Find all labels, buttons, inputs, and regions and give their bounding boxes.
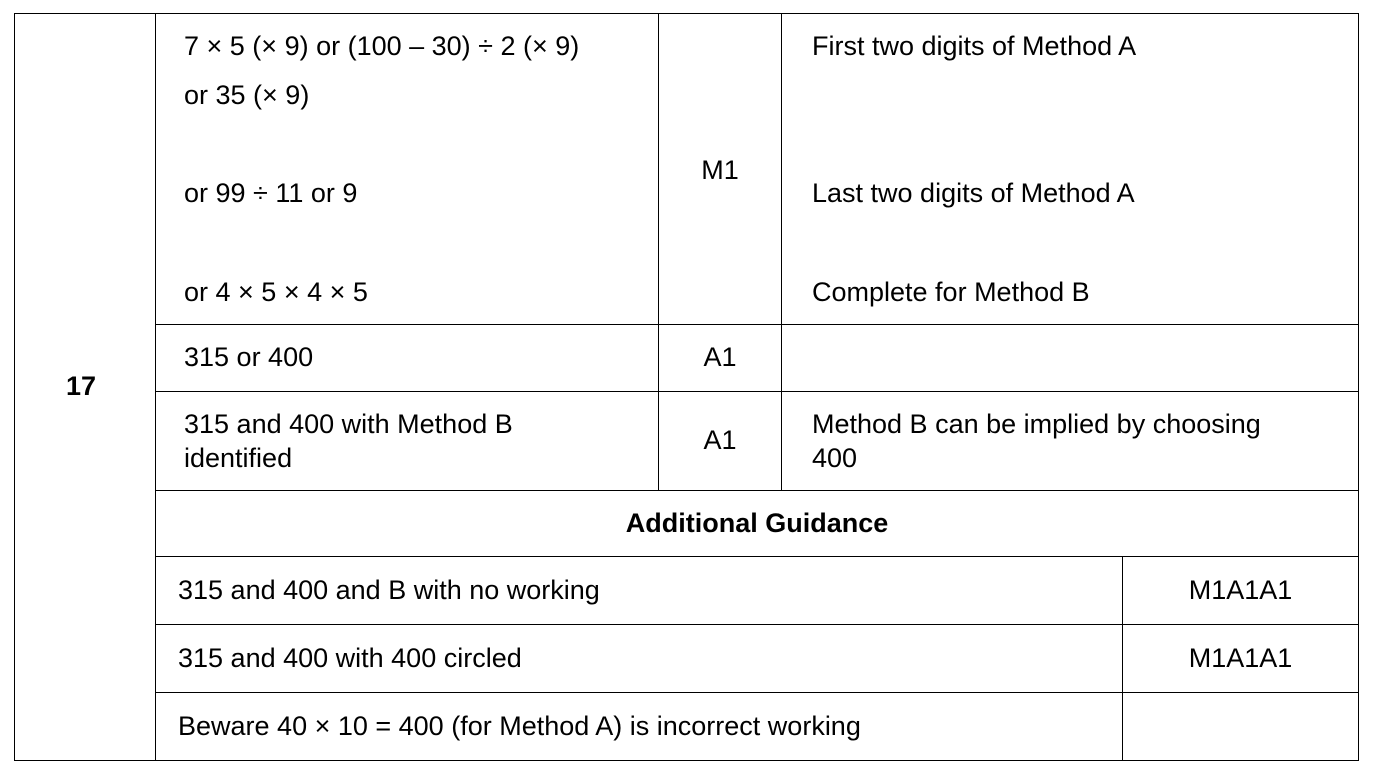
- guidance-text: 315 and 400 with 400 circled: [156, 625, 1123, 693]
- mark-cell: A1: [659, 392, 782, 491]
- table-row: [15, 325, 1359, 392]
- mark-scheme-table: [14, 13, 1359, 761]
- guidance-mark: M1A1A1: [1123, 557, 1359, 625]
- method-cell: [156, 14, 659, 325]
- table-row: [15, 392, 1359, 491]
- guidance-text: Beware 40 × 10 = 400 (for Method A) is incorrect working: [156, 693, 1123, 761]
- guidance-mark: [1123, 693, 1359, 761]
- comment-cell: [782, 392, 1359, 491]
- method-line: or 4 × 5 × 4 × 5: [184, 277, 368, 307]
- method-cell: [156, 392, 659, 491]
- guidance-text: 315 and 400 and B with no working: [156, 557, 1123, 625]
- comment-cell: [782, 325, 1359, 392]
- table-row: [15, 491, 1359, 557]
- comment-line: First two digits of Method A: [812, 31, 1137, 61]
- method-cell: 315 or 400: [156, 325, 659, 392]
- method-line: or 35 (× 9): [184, 80, 310, 110]
- comment-cell: [782, 14, 1359, 325]
- guidance-row: [15, 693, 1359, 761]
- comment-line: Method B can be implied by choosing: [812, 409, 1261, 439]
- guidance-row: [15, 557, 1359, 625]
- comment-line: 400: [812, 442, 858, 473]
- method-line: or 99 ÷ 11 or 9: [184, 178, 358, 208]
- table-row: [15, 14, 1359, 325]
- guidance-mark: M1A1A1: [1123, 625, 1359, 693]
- guidance-row: [15, 625, 1359, 693]
- method-line: 315 and 400 with Method B: [184, 409, 513, 439]
- additional-guidance-heading: Additional Guidance: [156, 491, 1359, 557]
- comment-line: Last two digits of Method A: [812, 178, 1135, 208]
- mark-cell: M1: [659, 14, 782, 325]
- method-line: 7 × 5 (× 9) or (100 – 30) ÷ 2 (× 9): [184, 31, 580, 61]
- method-line: identified: [184, 442, 293, 473]
- comment-line: Complete for Method B: [812, 277, 1090, 307]
- question-number: 17: [15, 14, 156, 761]
- mark-cell: A1: [659, 325, 782, 392]
